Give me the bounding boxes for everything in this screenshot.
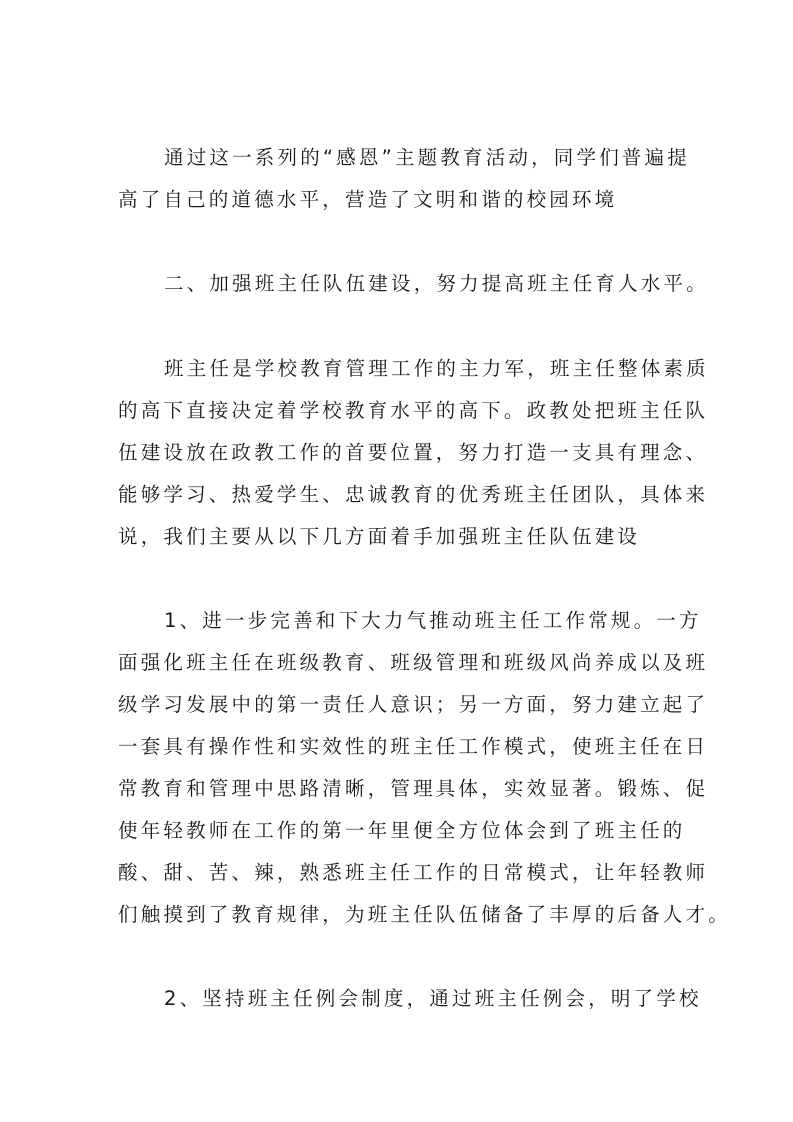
- paragraph-item-1-line-5: 常教育和管理中思路清晰，管理具体，实效显著。锻炼、促: [118, 777, 709, 800]
- paragraph-head-teacher-intro-line-3: 伍建设放在政教工作的首要位置，努力打造一支具有理念、: [118, 441, 709, 464]
- paragraph-head-teacher-intro-line-1: 班主任是学校教育管理工作的主力军，班主任整体素质: [164, 357, 709, 380]
- paragraph-item-1-line-1: 1、进一步完善和下大力气推动班主任工作常规。一方: [164, 609, 702, 632]
- paragraph-item-2-line-1: 2、坚持班主任例会制度，通过班主任例会，明了学校: [164, 987, 702, 1010]
- paragraph-summary-line-2: 高了自己的道德水平，营造了文明和谐的校园环境: [118, 188, 618, 211]
- section-heading-2: 二、加强班主任队伍建设，努力提高班主任育人水平。: [164, 272, 709, 295]
- paragraph-head-teacher-intro-line-5: 说，我们主要从以下几方面着手加强班主任队伍建设: [118, 525, 641, 548]
- paragraph-head-teacher-intro-line-2: 的高下直接决定着学校教育水平的高下。政教处把班主任队: [118, 399, 709, 422]
- paragraph-head-teacher-intro-line-4: 能够学习、热爱学生、忠诚教育的优秀班主任团队，具体来: [118, 483, 709, 506]
- paragraph-item-1-line-4: 一套具有操作性和实效性的班主任工作模式，使班主任在日: [118, 735, 709, 758]
- paragraph-item-1-line-8: 们触摸到了教育规律，为班主任队伍储备了丰厚的后备人才。: [118, 903, 731, 926]
- paragraph-item-1-line-7: 酸、甜、苦、辣，熟悉班主任工作的日常模式，让年轻教师: [118, 861, 709, 884]
- paragraph-item-1-line-2: 面强化班主任在班级教育、班级管理和班级风尚养成以及班: [118, 651, 709, 674]
- paragraph-summary-line-1: 通过这一系列的“感恩”主题教育活动，同学们普遍提: [164, 146, 691, 169]
- paragraph-item-1-line-6: 使年轻教师在工作的第一年里便全方位体会到了班主任的: [118, 819, 686, 842]
- paragraph-item-1-line-3: 级学习发展中的第一责任人意识；另一方面，努力建立起了: [118, 693, 709, 716]
